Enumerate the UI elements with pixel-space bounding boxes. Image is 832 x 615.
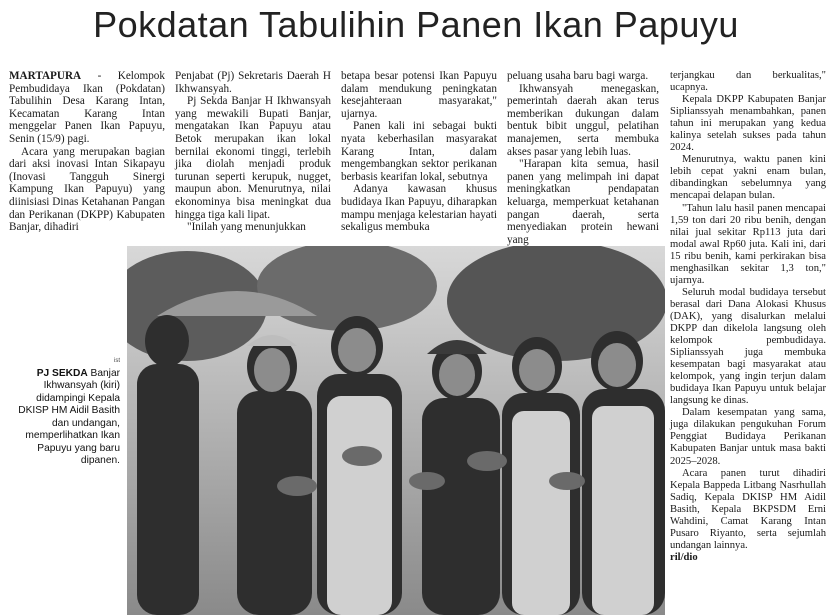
paragraph: Dalam kesempatan yang sama, juga dilakukan pengukuhan Forum Penggiat Budidaya Perikanan Kabupaten Banjar untuk masa bakti 2025–2028.: [670, 407, 826, 467]
paragraph: "Harapan kita semua, hasil panen yang melimpah ini dapat meningkatkan pendapatan keluarga, memperkuat ketahanan pangan daerah, serta menyediakan protein hewani yang: [507, 158, 659, 246]
paragraph: Ikhwansyah menegaskan, pemerintah daerah akan terus memberikan dukungan dalam bentuk bibit unggul, pelatihan manajemen, serta membuka akses pasar yang lebih luas.: [507, 82, 659, 158]
dateline: MARTAPURA: [9, 70, 82, 82]
paragraph: terjangkau dan berkualitas," ucapnya.: [670, 70, 826, 94]
paragraph: Panen kali ini sebagai bukti nyata keberhasilan masyarakat Karang Intan, dalam mengembangkan sektor perikanan berbasis kearifan lokal, sebutnya: [341, 120, 497, 183]
paragraph: "Inilah yang menunjukkan: [187, 221, 306, 234]
paragraph: [9, 70, 165, 146]
paragraph: Acara panen turut dihadiri Kepala Bappeda Litbang Nasrhullah Sadiq, Kepala DKISP HM Aidil Basith, Kepala BKPSDM Erni Wahdini, Camat Karang Intan Pusaro Riyanto, serta sejumlah undangan lainnya.: [670, 467, 826, 551]
byline: ril/dio: [670, 551, 698, 563]
column-2: [175, 70, 331, 234]
paragraph: Kepala DKPP Kabupaten Banjar Siplianssyah menambahkan, panen tahun ini merupakan yang kedua kalinya setelah sukses pada tahun 2024.: [670, 94, 826, 154]
paragraph: Acara yang merupakan bagian dari aksi inovasi Intan Sikapayu (Inovasi Tangguh Sinergi Kampung Ikan Papuyu) yang diinisiasi Dinas Ketahanan Pangan dan Perikanan (DKPP) Kabupaten Banjar, dihadiri: [9, 145, 165, 234]
column-3: [341, 70, 497, 234]
paragraph: Pj Sekda Banjar H Ikhwansyah yang mewakili Bupati Banjar, mengatakan Ikan Papuyu atau Betok merupakan ikan lokal bernilai ekonomi tinggi, terlebih jika diolah menjadi produk turunan seperti kerupuk, nugget, maupun abon. Menurutnya, nilai ekonominya bisa meningkat dua hingga tiga kali lipat.: [175, 95, 331, 221]
photo-caption: [8, 355, 120, 468]
photo-credit: ist: [114, 358, 120, 364]
caption-text: Banjar Ikhwansyah (kiri) didampingi Kepala DKISP HM Aidil Basith dan undangan, memperlihatkan Ikan Papuyu yang baru dipanen.: [18, 367, 120, 466]
paragraph: Penjabat (Pj) Sekretaris Daerah H Ikhwansyah.: [175, 70, 331, 95]
column-5: [670, 70, 826, 564]
paragraph-text: - Kelompok Pembudidaya Ikan (Pokdatan) Tabulihin Desa Karang Intan, Kecamatan Karang Intan menggelar Panen Ikan Papuyu, Senin (15/9) pagi.: [9, 70, 165, 145]
news-photo: [127, 246, 665, 615]
paragraph: Adanya kawasan khusus budidaya Ikan Papuyu, diharapkan mampu menjaga kelestarian hayati sekaligus membuka: [341, 183, 497, 234]
paragraph: Seluruh modal budidaya tersebut berasal dari Dana Alokasi Khusus (DAK), yang disalurkan melalui DKPP dan dikelola langsung oleh kelompok pembudidaya. Siplianssyah juga membuka kesempatan bagi masyarakat atau kelompok, yang ingin terjun dalam budidaya Ikan Papuyu untuk belajar langsung ke dinas.: [670, 286, 826, 407]
column-1: [9, 70, 165, 234]
column-4: [507, 70, 659, 246]
paragraph: Menurutnya, waktu panen kini lebih cepat yakni enam bulan, dibandingkan sebelumnya yang mencapai delapan bulan.: [670, 154, 826, 202]
caption-lead: PJ SEKDA: [36, 367, 88, 379]
paragraph: betapa besar potensi Ikan Papuyu dalam mendukung peningkatan kesejahteraan masyarakat," ujarnya.: [341, 70, 497, 120]
photo-illustration: [127, 246, 665, 615]
paragraph: "Tahun lalu hasil panen mencapai 1,59 ton dari 20 ribu benih, dengan nilai jual sekitar Rp113 juta dari modal awal Rp60 juta. Kali ini, dari 15 ribu benih, kami perkirakan bisa menghasilkan sekitar 1,3 ton," ujarnya.: [670, 202, 826, 286]
paragraph: peluang usaha baru bagi warga.: [507, 70, 649, 82]
headline: Pokdatan Tabulihin Panen Ikan Papuyu: [93, 4, 739, 45]
